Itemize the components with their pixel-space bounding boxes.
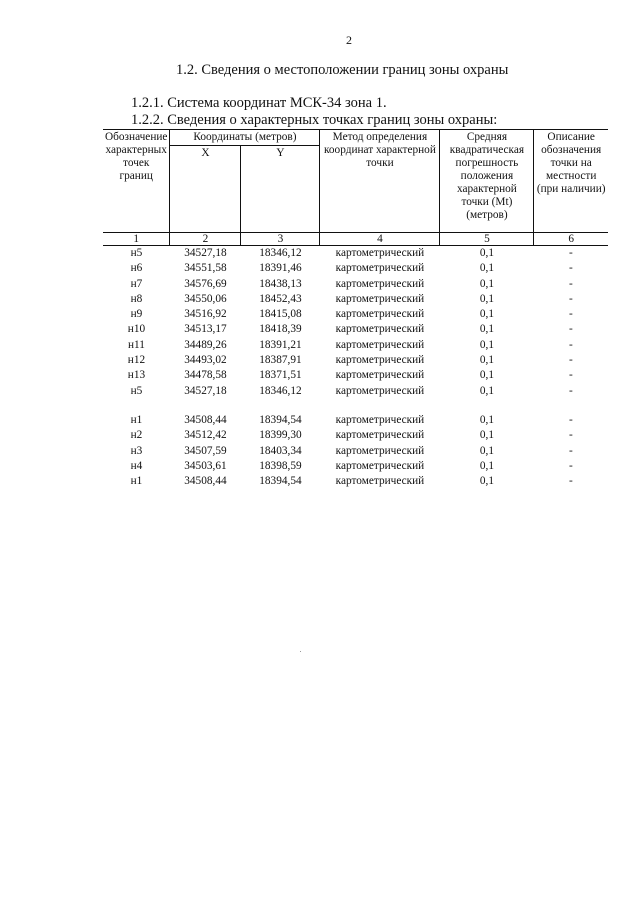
cell-mt: 0,1 — [479, 323, 494, 336]
cell-mt: 0,1 — [479, 354, 494, 367]
cell-x: 34512,42 — [184, 429, 227, 442]
cell-desc: - — [569, 475, 573, 488]
cell-desc: - — [569, 413, 573, 426]
cell-mt: 0,1 — [479, 247, 494, 259]
cell-desc: - — [569, 459, 573, 472]
cell-method: картометрический — [335, 429, 425, 442]
column-numbers-row — [103, 233, 608, 246]
cell-y: 18391,46 — [259, 262, 302, 275]
cell-desc: - — [569, 277, 573, 290]
cell-mt: 0,1 — [479, 338, 494, 351]
cell-y: 18346,12 — [259, 384, 302, 397]
cell-method: картометрический — [335, 323, 425, 336]
cell-y: 18438,13 — [259, 277, 302, 290]
table-row — [103, 413, 608, 428]
cell-x: 34527,18 — [184, 384, 227, 397]
cell-desc: - — [569, 354, 573, 367]
points-heading: 1.2.2. Сведения о характерных точках границ зоны охраны: — [131, 112, 498, 128]
cell-mt: 0,1 — [479, 429, 494, 442]
cell-point: н9 — [130, 308, 143, 321]
cell-y: 18398,59 — [259, 459, 302, 472]
cell-x: 34527,18 — [184, 247, 227, 259]
cell-y: 18391,21 — [259, 338, 302, 351]
header-rms-error: Средняя квадратическая погрешность положения характерной точки (Mt) (метров) — [440, 130, 534, 233]
column-number: 1 — [103, 233, 170, 246]
cell-point: н6 — [130, 262, 143, 275]
cell-x: 34551,58 — [184, 262, 227, 275]
cell-y: 18452,43 — [259, 292, 302, 305]
header-designation: Обозначение характерных точек границ — [103, 130, 170, 233]
cell-point: н7 — [130, 277, 143, 290]
cell-mt: 0,1 — [479, 475, 494, 488]
cell-mt: 0,1 — [479, 292, 494, 305]
table-row — [103, 261, 608, 276]
cell-method: картометрический — [335, 384, 425, 397]
table-row — [103, 474, 608, 489]
column-number: 2 — [170, 233, 241, 246]
table-row — [103, 246, 608, 262]
table-row — [103, 428, 608, 443]
cell-method: картометрический — [335, 413, 425, 426]
cell-point: н8 — [130, 292, 143, 305]
points-table-body — [103, 246, 608, 490]
cell-mt: 0,1 — [479, 444, 494, 457]
column-number: 4 — [320, 233, 440, 246]
cell-x: 34508,44 — [184, 475, 227, 488]
page-number: 2 — [346, 33, 352, 47]
header-description: Описание обозначения точки на местности (при наличии) — [534, 130, 608, 233]
cell-y: 18371,51 — [259, 369, 302, 382]
cell-point: н10 — [127, 323, 146, 336]
table-row — [103, 322, 608, 337]
cell-method: картометрический — [335, 369, 425, 382]
cell-method: картометрический — [335, 444, 425, 457]
column-number: 3 — [241, 233, 320, 246]
cell-x: 34513,17 — [184, 323, 227, 336]
cell-x: 34507,59 — [184, 444, 227, 457]
cell-method: картометрический — [335, 354, 425, 367]
cell-point: н3 — [130, 444, 143, 457]
cell-point: н4 — [130, 459, 143, 472]
cell-y: 18399,30 — [259, 429, 302, 442]
cell-x: 34576,69 — [184, 277, 227, 290]
section-title: 1.2. Сведения о местоположении границ зоны охраны — [176, 62, 509, 78]
column-number: 5 — [440, 233, 534, 246]
cell-point: н12 — [127, 354, 146, 367]
cell-x: 34516,92 — [184, 308, 227, 321]
cell-point: н11 — [128, 338, 145, 351]
header-y: Y — [241, 146, 320, 233]
cell-method: картометрический — [335, 262, 425, 275]
cell-x: 34478,58 — [184, 369, 227, 382]
coordinate-system-heading: 1.2.1. Система координат МСК-34 зона 1. — [131, 95, 387, 111]
cell-y: 18415,08 — [259, 308, 302, 321]
cell-x: 34503,61 — [184, 459, 227, 472]
cell-y: 18418,39 — [259, 323, 302, 336]
cell-mt: 0,1 — [479, 277, 494, 290]
header-method: Метод определения координат характерной точки — [320, 130, 440, 233]
cell-x: 34508,44 — [184, 413, 227, 426]
cell-desc: - — [569, 308, 573, 321]
table-row — [103, 459, 608, 474]
cell-x: 34550,06 — [184, 292, 227, 305]
table-row — [103, 384, 608, 399]
cell-mt: 0,1 — [479, 262, 494, 275]
table-row — [103, 307, 608, 322]
cell-point: н5 — [130, 247, 143, 259]
table-row — [103, 368, 608, 383]
cell-desc: - — [569, 384, 573, 397]
cell-method: картометрический — [335, 338, 425, 351]
cell-mt: 0,1 — [479, 369, 494, 382]
cell-desc: - — [569, 444, 573, 457]
cell-y: 18346,12 — [259, 247, 302, 259]
cell-x: 34493,02 — [184, 354, 227, 367]
table-row — [103, 338, 608, 353]
table-row — [103, 292, 608, 307]
header-x: X — [170, 146, 241, 233]
cell-point: н2 — [130, 429, 143, 442]
points-table — [103, 129, 608, 489]
cell-desc: - — [569, 247, 573, 259]
cell-point: н1 — [130, 475, 143, 488]
group-spacer — [103, 399, 608, 413]
cell-method: картометрический — [335, 308, 425, 321]
cell-mt: 0,1 — [479, 308, 494, 321]
cell-mt: 0,1 — [479, 459, 494, 472]
cell-desc: - — [569, 369, 573, 382]
table-row — [103, 277, 608, 292]
table-row — [103, 353, 608, 368]
cell-desc: - — [569, 429, 573, 442]
cell-method: картометрический — [335, 292, 425, 305]
cell-point: н1 — [130, 413, 143, 426]
cell-desc: - — [569, 292, 573, 305]
cell-mt: 0,1 — [479, 384, 494, 397]
header-coordinates: Координаты (метров) — [170, 130, 320, 146]
cell-point: н5 — [130, 384, 143, 397]
scan-speck — [300, 651, 301, 652]
cell-method: картометрический — [335, 475, 425, 488]
cell-desc: - — [569, 323, 573, 336]
cell-x: 34489,26 — [184, 338, 227, 351]
cell-y: 18403,34 — [259, 444, 302, 457]
cell-method: картометрический — [335, 277, 425, 290]
cell-method: картометрический — [335, 459, 425, 472]
cell-y: 18394,54 — [259, 475, 302, 488]
cell-mt: 0,1 — [479, 413, 494, 426]
cell-desc: - — [569, 338, 573, 351]
column-number: 6 — [534, 233, 608, 246]
cell-point: н13 — [127, 369, 146, 382]
table-row — [103, 444, 608, 459]
cell-desc: - — [569, 262, 573, 275]
cell-y: 18394,54 — [259, 413, 302, 426]
cell-method: картометрический — [335, 247, 425, 259]
cell-y: 18387,91 — [259, 354, 302, 367]
